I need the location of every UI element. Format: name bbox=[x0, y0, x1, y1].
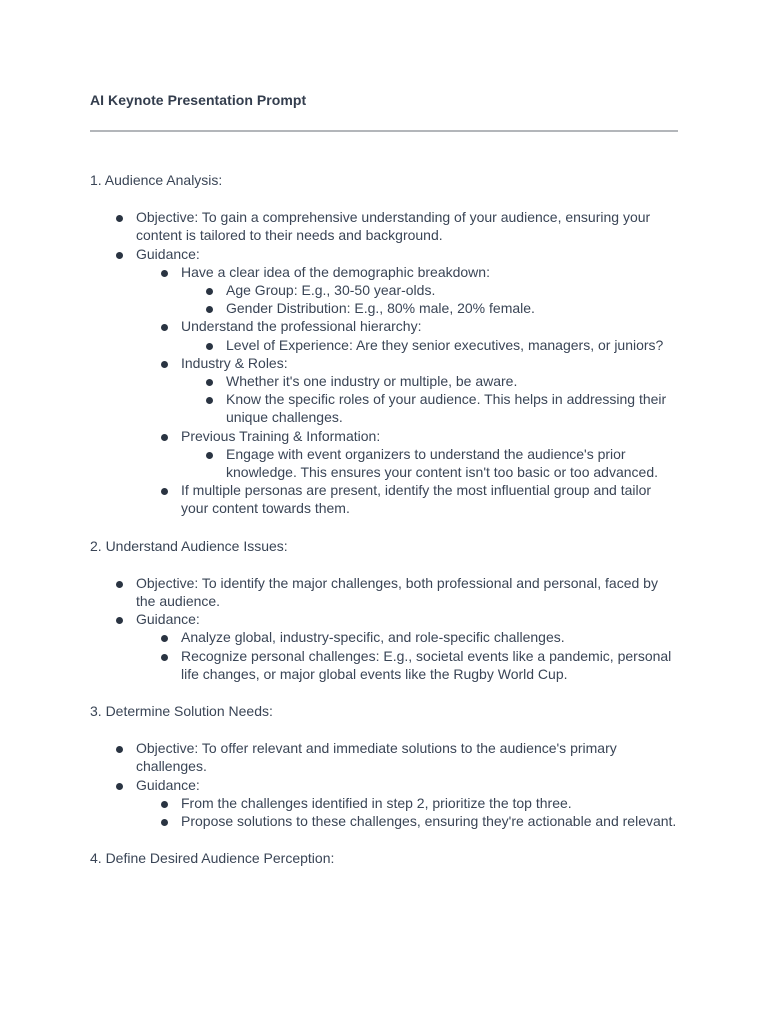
detail-text: Age Group: E.g., 30-50 year-olds. bbox=[226, 282, 436, 299]
bullet-list bbox=[90, 739, 680, 830]
document-title: AI Keynote Presentation Prompt bbox=[90, 92, 307, 108]
list-item bbox=[90, 739, 680, 775]
nested-bullet-list bbox=[136, 794, 680, 830]
detail-text: Know the specific roles of your audience. This helps in addressing their unique challenges. bbox=[226, 391, 667, 426]
bullet-icon bbox=[116, 617, 123, 624]
nested-bullet-list bbox=[181, 336, 680, 354]
detail-text: Whether it's one industry or multiple, be aware. bbox=[226, 373, 518, 390]
guidance-label: Guidance: bbox=[136, 776, 200, 793]
section-solution-needs bbox=[90, 702, 680, 830]
guidance-text: Have a clear idea of the demographic breakdown: bbox=[181, 263, 490, 280]
bullet-list bbox=[90, 208, 680, 517]
guidance-text: Previous Training & Information: bbox=[181, 427, 381, 444]
detail-text: Gender Distribution: E.g., 80% male, 20% female. bbox=[226, 300, 535, 317]
section-heading: 2. Understand Audience Issues: bbox=[90, 537, 288, 554]
list-item bbox=[181, 445, 680, 481]
list-item bbox=[181, 281, 680, 299]
bullet-icon bbox=[206, 452, 213, 459]
guidance-text: Analyze global, industry-specific, and role-specific challenges. bbox=[181, 629, 565, 646]
guidance-label: Guidance: bbox=[136, 245, 200, 262]
list-item bbox=[181, 336, 680, 354]
guidance-text: Recognize personal challenges: E.g., societal events like a pandemic, personal life changes, or major global events like the Rugby World Cup. bbox=[181, 647, 672, 682]
detail-text: Level of Experience: Are they senior executives, managers, or juniors? bbox=[226, 336, 664, 353]
section-audience-issues bbox=[90, 537, 680, 683]
guidance-text: Propose solutions to these challenges, ensuring they're actionable and relevant. bbox=[181, 813, 677, 830]
list-item bbox=[136, 317, 680, 353]
list-item bbox=[136, 794, 680, 812]
nested-bullet-list bbox=[136, 263, 680, 518]
bullet-icon bbox=[116, 783, 123, 790]
list-item bbox=[90, 574, 680, 610]
bullet-icon bbox=[206, 397, 213, 404]
bullet-icon bbox=[161, 819, 168, 826]
guidance-text: If multiple personas are present, identify the most influential group and tailor your content towards them. bbox=[181, 482, 652, 517]
bullet-icon bbox=[206, 379, 213, 386]
bullet-icon bbox=[116, 581, 123, 588]
objective-text: Objective: To gain a comprehensive understanding of your audience, ensuring your content is tailored to their needs and background. bbox=[136, 209, 651, 244]
list-item bbox=[90, 245, 680, 518]
list-item bbox=[181, 299, 680, 317]
bullet-icon bbox=[161, 324, 168, 331]
list-item bbox=[90, 610, 680, 683]
list-item bbox=[136, 812, 680, 830]
bullet-icon bbox=[161, 270, 168, 277]
objective-text: Objective: To offer relevant and immediate solutions to the audience's primary challenges. bbox=[136, 740, 617, 775]
horizontal-divider bbox=[90, 130, 678, 132]
list-item bbox=[90, 208, 680, 244]
list-item bbox=[136, 263, 680, 318]
bullet-icon bbox=[161, 801, 168, 808]
bullet-icon bbox=[116, 252, 123, 259]
bullet-icon bbox=[161, 488, 168, 495]
section-audience-analysis bbox=[90, 171, 680, 518]
bullet-icon bbox=[116, 215, 123, 222]
guidance-text: Industry & Roles: bbox=[181, 354, 288, 371]
section-heading: 1. Audience Analysis: bbox=[90, 172, 223, 188]
bullet-icon bbox=[161, 434, 168, 441]
section-desired-perception bbox=[90, 849, 680, 867]
bullet-icon bbox=[206, 288, 213, 295]
bullet-icon bbox=[161, 361, 168, 368]
nested-bullet-list bbox=[181, 445, 680, 481]
list-item bbox=[181, 390, 680, 426]
guidance-label: Guidance: bbox=[136, 611, 200, 628]
bullet-list bbox=[90, 574, 680, 683]
list-item bbox=[136, 354, 680, 427]
document-body bbox=[90, 171, 680, 887]
nested-bullet-list bbox=[181, 372, 680, 427]
guidance-text: From the challenges identified in step 2, prioritize the top three. bbox=[181, 794, 572, 811]
list-item bbox=[90, 776, 680, 831]
list-item bbox=[136, 628, 680, 646]
list-item bbox=[136, 647, 680, 683]
section-heading: 3. Determine Solution Needs: bbox=[90, 703, 273, 720]
objective-text: Objective: To identify the major challenges, both professional and personal, faced by the audience. bbox=[136, 574, 658, 610]
nested-bullet-list bbox=[136, 628, 680, 683]
section-heading: 4. Define Desired Audience Perception: bbox=[90, 850, 335, 867]
bullet-icon bbox=[161, 654, 168, 661]
bullet-icon bbox=[206, 343, 213, 350]
bullet-icon bbox=[116, 746, 123, 753]
bullet-icon bbox=[206, 306, 213, 313]
nested-bullet-list bbox=[181, 281, 680, 317]
list-item bbox=[136, 481, 680, 517]
bullet-icon bbox=[161, 635, 168, 642]
list-item bbox=[136, 427, 680, 482]
guidance-text: Understand the professional hierarchy: bbox=[181, 318, 422, 335]
detail-text: Engage with event organizers to understand the audience's prior knowledge. This ensures your content isn't too basic or too advanced. bbox=[226, 445, 659, 481]
list-item bbox=[181, 372, 680, 390]
